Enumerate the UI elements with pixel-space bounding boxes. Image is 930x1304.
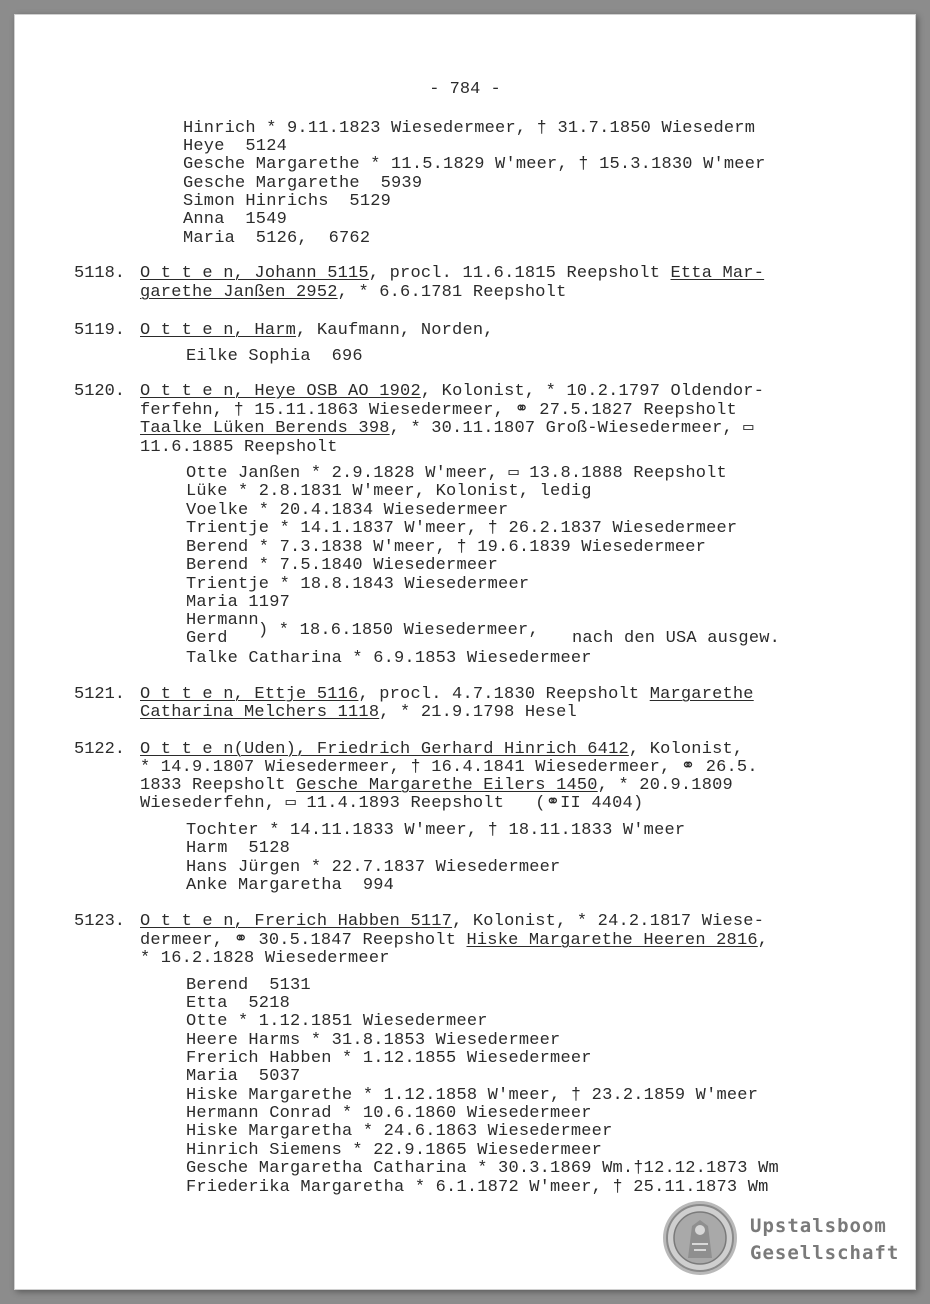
child-line: Talke Catharina * 6.9.1853 Wiesedermeer <box>186 649 592 668</box>
child-line: Hermann Conrad * 10.6.1860 Wiesedermeer <box>186 1104 592 1123</box>
child-line: Etta 5218 <box>186 994 291 1013</box>
entry-line: * 16.2.1828 Wiesedermeer <box>140 949 390 968</box>
child-line: Hiske Margaretha * 24.6.1863 Wiesedermeer <box>186 1122 613 1141</box>
entry-line: Wiesederfehn, ▭ 11.4.1893 Reepsholt (⚭II 4404) <box>140 794 644 813</box>
entry-line <box>140 932 768 950</box>
entry-line <box>140 741 743 759</box>
entry-line: * 14.9.1807 Wiesedermeer, † 16.4.1841 Wiesedermeer, ⚭ 26.5. <box>140 758 758 777</box>
entry-name: O t t e n, Johann 5115 <box>140 264 369 283</box>
entry-line <box>140 777 733 795</box>
child-line: Frerich Habben * 1.12.1855 Wiesedermeer <box>186 1049 592 1068</box>
child-line: nach den USA ausgew. <box>572 629 781 648</box>
entry-number: 5119. <box>74 321 126 340</box>
entry-text: , * 6.6.1781 Reepsholt <box>337 283 567 302</box>
child-line: Berend * 7.3.1838 W'meer, † 19.6.1839 Wiesedermeer <box>186 538 707 557</box>
child-line: Otte * 1.12.1851 Wiesedermeer <box>186 1012 488 1031</box>
child-line: Eilke Sophia 696 <box>186 347 363 366</box>
entry-line <box>140 686 754 704</box>
child-line: Heere Harms * 31.8.1853 Wiesedermeer <box>186 1031 561 1050</box>
entry-number: 5118. <box>74 264 126 283</box>
child-line: Harm 5128 <box>186 839 291 858</box>
entry-text: , procl. 11.6.1815 Reepsholt <box>368 264 671 283</box>
child-line: Maria 5037 <box>186 1067 301 1086</box>
child-line: ) * 18.6.1850 Wiesedermeer, <box>258 621 539 640</box>
entry-text: , <box>757 931 769 950</box>
seal-logo-icon <box>662 1200 738 1276</box>
child-line: Gesche Margarethe 5939 <box>183 174 423 193</box>
entry-number: 5120. <box>74 382 126 401</box>
entry-line <box>140 383 764 401</box>
child-line: Heye 5124 <box>183 137 288 156</box>
entry-number: 5121. <box>74 685 126 704</box>
spouse-name: garethe Janßen 2952 <box>140 283 338 302</box>
entry-line <box>140 265 764 283</box>
entry-name: O t t e n, Harm <box>140 321 297 340</box>
spouse-name: Margarethe <box>649 685 754 704</box>
entry-number: 5123. <box>74 912 126 931</box>
entry-text: , * 21.9.1798 Hesel <box>379 703 577 722</box>
entry-text: , Kolonist, <box>628 740 744 759</box>
entry-line <box>140 322 494 340</box>
entry-text: dermeer, ⚭ 30.5.1847 Reepsholt <box>140 931 467 950</box>
child-line: Hinrich * 9.11.1823 Wiesedermeer, † 31.7.1850 Wiesederm <box>183 119 756 138</box>
brand-line-2: Gesellschaft <box>750 1242 900 1264</box>
brand-line-1: Upstalsboom <box>750 1215 887 1237</box>
entry-text: 1833 Reepsholt <box>140 776 297 795</box>
entry-text: , * 20.9.1809 <box>597 776 733 795</box>
entry-line: 11.6.1885 Reepsholt <box>140 438 338 457</box>
entry-name: O t t e n, Heye OSB AO 1902 <box>140 382 421 401</box>
spouse-name: Catharina Melchers 1118 <box>140 703 380 722</box>
child-line: Maria 5126, 6762 <box>183 229 371 248</box>
child-line: Gesche Margarethe * 11.5.1829 W'meer, † 15.3.1830 W'meer <box>183 155 766 174</box>
child-line: Trientje * 18.8.1843 Wiesedermeer <box>186 575 530 594</box>
child-line: Otte Janßen * 2.9.1828 W'meer, ▭ 13.8.1888 Reepsholt <box>186 464 727 483</box>
spouse-name: Gesche Margarethe Eilers 1450 <box>296 776 598 795</box>
child-line: Tochter * 14.11.1833 W'meer, † 18.11.1833 W'meer <box>186 821 686 840</box>
child-line: Lüke * 2.8.1831 W'meer, Kolonist, ledig <box>186 482 592 501</box>
child-line: Anke Margaretha 994 <box>186 876 395 895</box>
child-line: Simon Hinrichs 5129 <box>183 192 392 211</box>
entry-line: ferfehn, † 15.11.1863 Wiesedermeer, ⚭ 27.5.1827 Reepsholt <box>140 401 737 420</box>
child-line: Hiske Margarethe * 1.12.1858 W'meer, † 23.2.1859 W'meer <box>186 1086 759 1105</box>
child-line: Hermann <box>186 611 259 630</box>
child-line: Hinrich Siemens * 22.9.1865 Wiesedermeer <box>186 1141 603 1160</box>
entry-line <box>140 284 566 302</box>
child-line: Maria 1197 <box>186 593 291 612</box>
entry-text: , Kolonist, * 10.2.1797 Oldendor- <box>420 382 765 401</box>
child-line: Gesche Margaretha Catharina * 30.3.1869 Wm.†12.12.1873 Wm <box>186 1159 779 1178</box>
child-line: Berend 5131 <box>186 976 311 995</box>
entry-line <box>140 704 577 722</box>
entry-name: O t t e n(Uden), Friedrich Gerhard Hinrich 6412 <box>140 740 629 759</box>
entry-text: , procl. 4.7.1830 Reepsholt <box>358 685 650 704</box>
child-line: Hans Jürgen * 22.7.1837 Wiesedermeer <box>186 858 561 877</box>
child-line: Gerd <box>186 629 228 648</box>
child-line: Friederika Margaretha * 6.1.1872 W'meer, † 25.11.1873 Wm <box>186 1178 769 1197</box>
spouse-name: Hiske Margarethe Heeren 2816 <box>466 931 758 950</box>
entry-number: 5122. <box>74 740 126 759</box>
entry-text: , Kaufmann, Norden, <box>296 321 494 340</box>
entry-text: , * 30.11.1807 Groß-Wiesedermeer, ▭ <box>389 419 754 438</box>
page-number: - 784 - <box>429 80 501 99</box>
child-line: Voelke * 20.4.1834 Wiesedermeer <box>186 501 509 520</box>
child-line: Trientje * 14.1.1837 W'meer, † 26.2.1837 Wiesedermeer <box>186 519 738 538</box>
spouse-name: Etta Mar- <box>670 264 765 283</box>
entry-text: , Kolonist, * 24.2.1817 Wiese- <box>452 912 765 931</box>
child-line: Berend * 7.5.1840 Wiesedermeer <box>186 556 499 575</box>
spouse-name: Taalke Lüken Berends 398 <box>140 419 390 438</box>
entry-name: O t t e n, Ettje 5116 <box>140 685 359 704</box>
entry-line <box>140 913 764 931</box>
child-line: Anna 1549 <box>183 210 288 229</box>
entry-name: O t t e n, Frerich Habben 5117 <box>140 912 453 931</box>
entry-line <box>140 420 754 438</box>
